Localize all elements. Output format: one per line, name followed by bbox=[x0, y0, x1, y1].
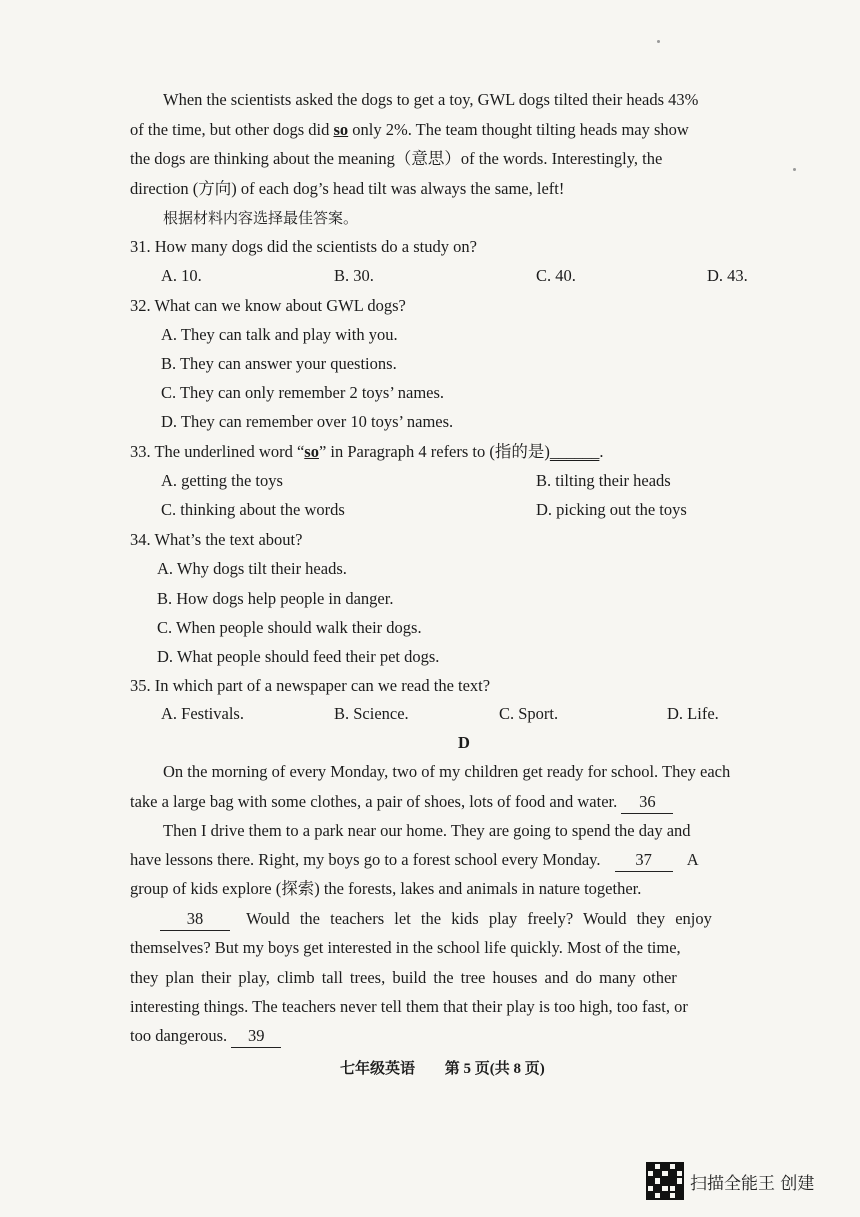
question-34-stem: 34. What’s the text about? bbox=[130, 530, 303, 549]
q31-option-a[interactable]: A. 10. bbox=[161, 266, 202, 285]
underlined-word-so: so bbox=[333, 120, 349, 139]
scan-speck bbox=[793, 168, 796, 171]
answer-blank: ______ bbox=[549, 442, 600, 461]
question-33-stem bbox=[130, 441, 604, 463]
question-31-stem: 31. How many dogs did the scientists do a study on? bbox=[130, 237, 477, 256]
passage-d-p3-line-2: themselves? But my boys get interested in the school life quickly. Most of the time, bbox=[130, 938, 681, 957]
blank-39[interactable]: 39 bbox=[231, 1025, 281, 1048]
passage-d-p3-line-5 bbox=[130, 1025, 281, 1048]
section-title: D bbox=[458, 733, 470, 752]
quoted-word-so: so bbox=[304, 442, 319, 461]
q33-option-c[interactable]: C. thinking about the words bbox=[161, 500, 345, 519]
blank-38[interactable]: 38 bbox=[160, 908, 230, 931]
text-segment: A bbox=[686, 850, 699, 869]
question-32-stem: 32. What can we know about GWL dogs? bbox=[130, 296, 406, 315]
q31-option-d[interactable]: D. 43. bbox=[707, 266, 748, 285]
text-segment: 33. The underlined word “ bbox=[130, 442, 305, 461]
footer-page-number: 第 5 页(共 8 页) bbox=[444, 1061, 545, 1077]
q34-option-a[interactable]: A. Why dogs tilt their heads. bbox=[157, 559, 347, 578]
q35-option-a[interactable]: A. Festivals. bbox=[161, 704, 244, 723]
blank-36[interactable]: 36 bbox=[621, 791, 673, 814]
text-segment: Would the teachers let the kids play freely? Would they enjoy bbox=[246, 909, 712, 928]
q31-option-b[interactable]: B. 30. bbox=[334, 266, 374, 285]
passage-d-p3-line-3: they plan their play, climb tall trees, build the tree houses and do many other bbox=[130, 968, 677, 987]
q34-option-d[interactable]: D. What people should feed their pet dogs. bbox=[157, 647, 440, 666]
passage-d-p2-line-3: group of kids explore (探索) the forests, lakes and animals in nature together. bbox=[130, 879, 642, 898]
page-footer bbox=[340, 1058, 545, 1080]
q35-option-b[interactable]: B. Science. bbox=[334, 704, 409, 723]
scanner-watermark bbox=[646, 1162, 814, 1200]
passage-d-p3-line-1 bbox=[160, 908, 712, 931]
q32-option-a[interactable]: A. They can talk and play with you. bbox=[161, 325, 398, 344]
qr-code-icon bbox=[646, 1162, 684, 1200]
passage-d-p1-line-2 bbox=[130, 791, 673, 814]
q32-option-c[interactable]: C. They can only remember 2 toys’ names. bbox=[161, 383, 445, 402]
passage-d-p1-line-1: On the morning of every Monday, two of my children get ready for school. They each bbox=[163, 762, 731, 781]
footer-subject: 七年级英语 bbox=[340, 1061, 416, 1077]
text-segment: the dogs are thinking about the meaning（意思）of the words. Interestingly, the bbox=[130, 149, 663, 168]
passage-d-p2-line-1: Then I drive them to a park near our home. They are going to spend the day and bbox=[163, 821, 691, 840]
text-segment: direction (方向) of each dog’s head tilt was always the same, left! bbox=[130, 179, 565, 198]
text-segment: . bbox=[599, 442, 604, 461]
instruction: 根据材料内容选择最佳答案。 bbox=[163, 209, 359, 227]
passage-c-line-3 bbox=[130, 148, 662, 170]
passage-c-line-1 bbox=[163, 89, 698, 111]
q32-option-b[interactable]: B. They can answer your questions. bbox=[161, 354, 397, 373]
q34-option-c[interactable]: C. When people should walk their dogs. bbox=[157, 618, 422, 637]
q32-option-d[interactable]: D. They can remember over 10 toys’ names. bbox=[161, 412, 454, 431]
question-35-stem: 35. In which part of a newspaper can we read the text? bbox=[130, 676, 491, 695]
text-segment: ” in Paragraph 4 refers to (指的是) bbox=[318, 442, 550, 461]
passage-c-line-2 bbox=[130, 119, 689, 141]
text-segment: only 2%. The team thought tilting heads may show bbox=[352, 120, 689, 139]
text-segment: have lessons there. Right, my boys go to a forest school every Monday. bbox=[130, 850, 601, 869]
scan-speck bbox=[657, 40, 660, 43]
q33-option-d[interactable]: D. picking out the toys bbox=[536, 500, 687, 519]
q34-option-b[interactable]: B. How dogs help people in danger. bbox=[157, 589, 394, 608]
passage-d-p2-line-2 bbox=[130, 849, 699, 872]
q33-option-b[interactable]: B. tilting their heads bbox=[536, 471, 671, 490]
blank-37[interactable]: 37 bbox=[615, 849, 673, 872]
text-segment: take a large bag with some clothes, a pair of shoes, lots of food and water. bbox=[130, 792, 618, 811]
q35-option-c[interactable]: C. Sport. bbox=[499, 704, 559, 723]
watermark-text: 扫描全能王 创建 bbox=[690, 1173, 815, 1194]
text-segment: too dangerous. bbox=[130, 1026, 228, 1045]
passage-c-line-4 bbox=[130, 178, 564, 200]
q31-option-c[interactable]: C. 40. bbox=[536, 266, 576, 285]
q35-option-d[interactable]: D. Life. bbox=[667, 704, 719, 723]
passage-d-p3-line-4: interesting things. The teachers never tell them that their play is too high, too fast, or bbox=[130, 997, 688, 1016]
text-segment: When the scientists asked the dogs to get a toy, GWL dogs tilted their heads 43% bbox=[163, 90, 699, 109]
text-segment: of the time, but other dogs did bbox=[130, 120, 330, 139]
q33-option-a[interactable]: A. getting the toys bbox=[161, 471, 283, 490]
